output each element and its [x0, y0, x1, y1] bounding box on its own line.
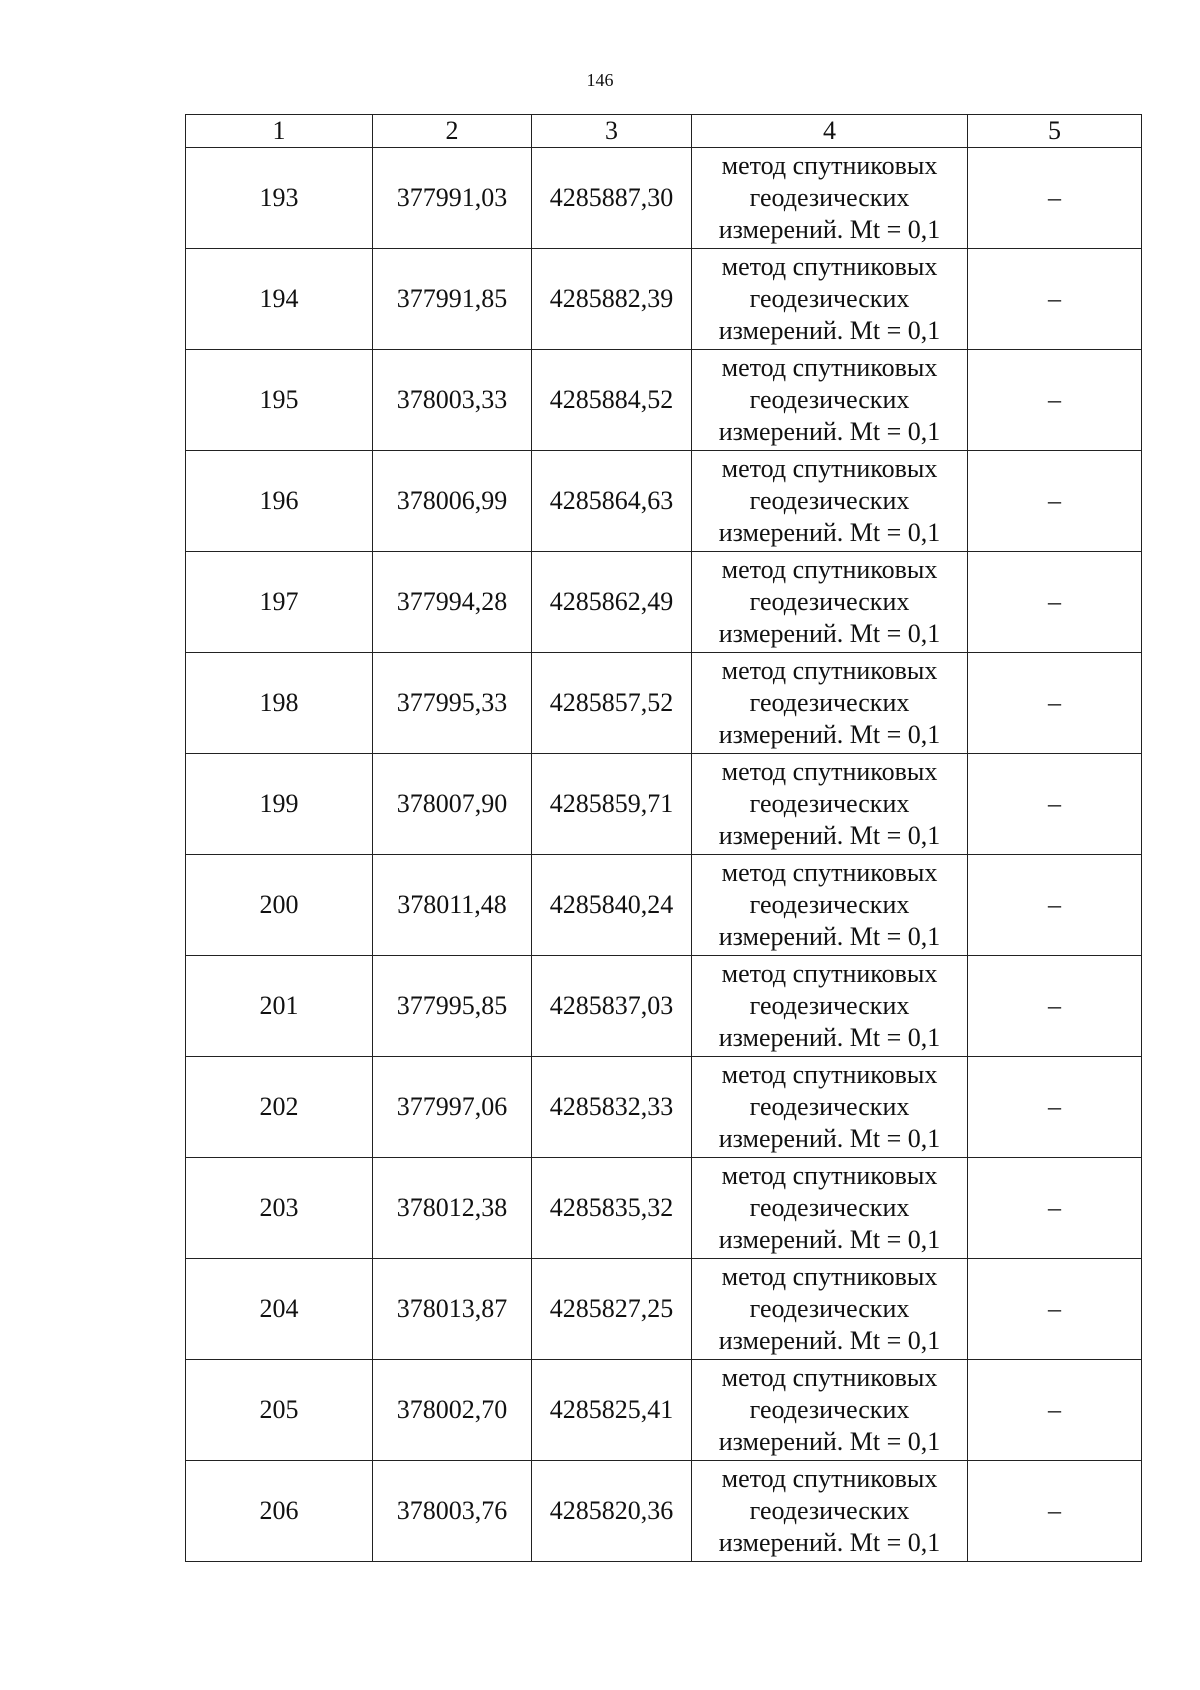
method-cell — [692, 956, 968, 1057]
note-cell: – — [968, 855, 1142, 956]
method-cell — [692, 653, 968, 754]
point-number-cell: 194 — [186, 249, 373, 350]
method-line: измерений. Mt = 0,1 — [718, 720, 941, 749]
column-header-2: 2 — [373, 115, 532, 148]
point-number-cell: 206 — [186, 1461, 373, 1562]
y-coordinate-cell: 4285825,41 — [532, 1360, 692, 1461]
table-row — [186, 1158, 1142, 1259]
method-line: измерений. Mt = 0,1 — [718, 518, 941, 547]
method-line: метод спутниковых — [721, 858, 938, 887]
point-number-cell: 200 — [186, 855, 373, 956]
table-row — [186, 1461, 1142, 1562]
point-number-cell: 199 — [186, 754, 373, 855]
x-coordinate-cell: 378007,90 — [373, 754, 532, 855]
table-row — [186, 653, 1142, 754]
method-line: геодезических — [749, 789, 910, 818]
method-line: измерений. Mt = 0,1 — [718, 417, 941, 446]
page-number: 146 — [586, 70, 614, 90]
x-coordinate-cell: 377995,33 — [373, 653, 532, 754]
y-coordinate-cell: 4285837,03 — [532, 956, 692, 1057]
table-row — [186, 148, 1142, 249]
table-row — [186, 350, 1142, 451]
method-line: геодезических — [749, 991, 910, 1020]
method-line: измерений. Mt = 0,1 — [718, 821, 941, 850]
method-line: геодезических — [749, 587, 910, 616]
method-line: метод спутниковых — [721, 1464, 938, 1493]
method-line: метод спутниковых — [721, 959, 938, 988]
method-line: метод спутниковых — [721, 252, 938, 281]
method-line: метод спутниковых — [721, 555, 938, 584]
method-line: измерений. Mt = 0,1 — [718, 1023, 941, 1052]
table-row — [186, 956, 1142, 1057]
method-cell — [692, 1461, 968, 1562]
note-cell: – — [968, 552, 1142, 653]
note-cell: – — [968, 754, 1142, 855]
method-line: измерений. Mt = 0,1 — [718, 1528, 941, 1557]
note-cell: – — [968, 1360, 1142, 1461]
method-line: геодезических — [749, 1395, 910, 1424]
x-coordinate-cell: 378012,38 — [373, 1158, 532, 1259]
method-line: метод спутниковых — [721, 353, 938, 382]
note-cell: – — [968, 1259, 1142, 1360]
method-line: геодезических — [749, 1092, 910, 1121]
point-number-cell: 198 — [186, 653, 373, 754]
method-line: измерений. Mt = 0,1 — [718, 1427, 941, 1456]
point-number-cell: 196 — [186, 451, 373, 552]
method-line: метод спутниковых — [721, 1161, 938, 1190]
y-coordinate-cell: 4285835,32 — [532, 1158, 692, 1259]
x-coordinate-cell: 377997,06 — [373, 1057, 532, 1158]
table-header-row — [186, 115, 1142, 148]
note-cell: – — [968, 451, 1142, 552]
x-coordinate-cell: 377994,28 — [373, 552, 532, 653]
method-line: измерений. Mt = 0,1 — [718, 922, 941, 951]
method-line: метод спутниковых — [721, 454, 938, 483]
point-number-cell: 202 — [186, 1057, 373, 1158]
column-header-4: 4 — [692, 115, 968, 148]
table-body — [186, 148, 1142, 1562]
table-row — [186, 855, 1142, 956]
method-cell — [692, 1158, 968, 1259]
method-line: геодезических — [749, 1193, 910, 1222]
y-coordinate-cell: 4285864,63 — [532, 451, 692, 552]
method-cell — [692, 350, 968, 451]
method-line: геодезических — [749, 385, 910, 414]
method-cell — [692, 552, 968, 653]
note-cell: – — [968, 956, 1142, 1057]
table-row — [186, 249, 1142, 350]
method-cell — [692, 249, 968, 350]
method-line: геодезических — [749, 183, 910, 212]
y-coordinate-cell: 4285832,33 — [532, 1057, 692, 1158]
table-row — [186, 754, 1142, 855]
note-cell: – — [968, 1158, 1142, 1259]
point-number-cell: 201 — [186, 956, 373, 1057]
column-header-1: 1 — [186, 115, 373, 148]
x-coordinate-cell: 378002,70 — [373, 1360, 532, 1461]
table-row — [186, 451, 1142, 552]
y-coordinate-cell: 4285859,71 — [532, 754, 692, 855]
method-line: геодезических — [749, 1496, 910, 1525]
table-row — [186, 1360, 1142, 1461]
x-coordinate-cell: 378011,48 — [373, 855, 532, 956]
method-line: метод спутниковых — [721, 1363, 938, 1392]
column-header-3: 3 — [532, 115, 692, 148]
x-coordinate-cell: 378006,99 — [373, 451, 532, 552]
note-cell: – — [968, 653, 1142, 754]
method-line: измерений. Mt = 0,1 — [718, 619, 941, 648]
x-coordinate-cell: 378003,76 — [373, 1461, 532, 1562]
method-line: метод спутниковых — [721, 151, 938, 180]
column-header-5: 5 — [968, 115, 1142, 148]
x-coordinate-cell: 378013,87 — [373, 1259, 532, 1360]
method-line: метод спутниковых — [721, 1262, 938, 1291]
method-line: измерений. Mt = 0,1 — [718, 1124, 941, 1153]
point-number-cell: 203 — [186, 1158, 373, 1259]
method-line: измерений. Mt = 0,1 — [718, 1225, 941, 1254]
method-cell — [692, 1360, 968, 1461]
x-coordinate-cell: 377991,03 — [373, 148, 532, 249]
method-line: геодезических — [749, 688, 910, 717]
method-line: метод спутниковых — [721, 757, 938, 786]
method-line: измерений. Mt = 0,1 — [718, 215, 941, 244]
method-line: геодезических — [749, 284, 910, 313]
note-cell: – — [968, 1057, 1142, 1158]
x-coordinate-cell: 378003,33 — [373, 350, 532, 451]
method-cell — [692, 754, 968, 855]
point-number-cell: 193 — [186, 148, 373, 249]
y-coordinate-cell: 4285840,24 — [532, 855, 692, 956]
method-line: измерений. Mt = 0,1 — [718, 316, 941, 345]
y-coordinate-cell: 4285862,49 — [532, 552, 692, 653]
x-coordinate-cell: 377995,85 — [373, 956, 532, 1057]
method-line: геодезических — [749, 1294, 910, 1323]
x-coordinate-cell: 377991,85 — [373, 249, 532, 350]
coordinates-table — [185, 114, 1142, 1562]
y-coordinate-cell: 4285887,30 — [532, 148, 692, 249]
method-line: метод спутниковых — [721, 656, 938, 685]
method-cell — [692, 1057, 968, 1158]
method-cell — [692, 451, 968, 552]
point-number-cell: 205 — [186, 1360, 373, 1461]
method-line: геодезических — [749, 486, 910, 515]
y-coordinate-cell: 4285827,25 — [532, 1259, 692, 1360]
y-coordinate-cell: 4285884,52 — [532, 350, 692, 451]
method-line: геодезических — [749, 890, 910, 919]
table-row — [186, 552, 1142, 653]
y-coordinate-cell: 4285857,52 — [532, 653, 692, 754]
point-number-cell: 195 — [186, 350, 373, 451]
y-coordinate-cell: 4285820,36 — [532, 1461, 692, 1562]
method-cell — [692, 855, 968, 956]
table-row — [186, 1259, 1142, 1360]
note-cell: – — [968, 1461, 1142, 1562]
point-number-cell: 204 — [186, 1259, 373, 1360]
point-number-cell: 197 — [186, 552, 373, 653]
note-cell: – — [968, 148, 1142, 249]
table-row — [186, 1057, 1142, 1158]
method-line: измерений. Mt = 0,1 — [718, 1326, 941, 1355]
note-cell: – — [968, 249, 1142, 350]
method-cell — [692, 148, 968, 249]
method-cell — [692, 1259, 968, 1360]
method-line: метод спутниковых — [721, 1060, 938, 1089]
note-cell: – — [968, 350, 1142, 451]
y-coordinate-cell: 4285882,39 — [532, 249, 692, 350]
